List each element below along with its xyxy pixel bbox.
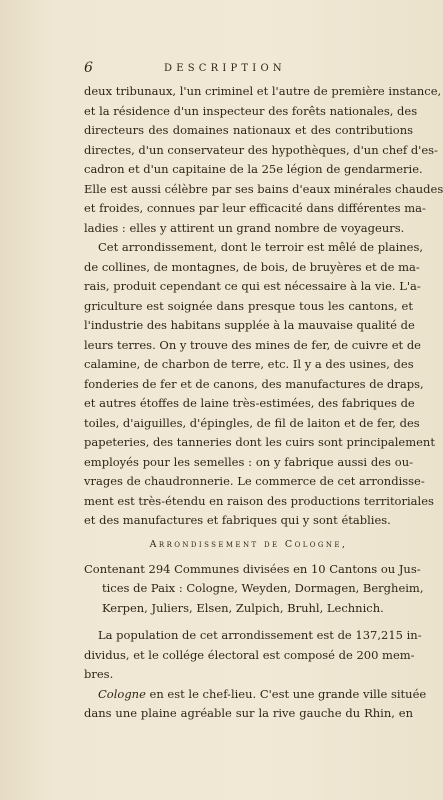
text-line: griculture est soignée dans presque tous les cantons, et <box>84 298 413 313</box>
population-line: bres. <box>84 667 114 681</box>
text-line: papeteries, des tanneries dont les cuirs sont principalement <box>84 435 435 449</box>
text-line: et froides, connues par leur efficacité dans différentes ma- <box>84 201 426 215</box>
text-line: directeurs des domaines nationaux et des contributions <box>84 123 413 137</box>
text-line: Cet arrondissement, dont le terroir est mêlé de plaines, <box>98 240 424 254</box>
text-line: cadron et d'un capitaine de la 25e légion de gendarmerie. <box>84 162 423 176</box>
text-line: ment est très-étendu en raison des productions territoriales <box>84 493 434 508</box>
page-number: 6 <box>84 60 93 76</box>
population-line: dividus, et le collége électoral est composé de 200 mem- <box>84 647 415 662</box>
cologne-text: en est le chef-lieu. C'est une grande ville située <box>145 686 427 701</box>
text-line: de collines, de montagnes, de bois, de bruyères et de ma- <box>84 259 420 274</box>
text-line: calamine, de charbon de terre, etc. Il y a des usines, des <box>84 357 414 371</box>
running-head <box>84 60 413 78</box>
text-line: et des manufactures et fabriques qui y sont établies. <box>84 513 391 527</box>
cologne-line <box>84 685 427 705</box>
cologne-line: dans une plaine agréable sur la rive gauche du Rhin, en <box>84 706 413 720</box>
text-line: toiles, d'aiguilles, d'épingles, de fil de laiton et de fer, des <box>84 415 420 430</box>
text-line: employés pour les semelles : on y fabrique aussi des ou- <box>84 454 413 469</box>
section-heading: Arrondissement de Cologne, <box>149 538 348 550</box>
text-line: leurs terres. On y trouve des mines de fer, de cuivre et de <box>84 337 421 352</box>
page-body <box>84 82 443 724</box>
text-line: Elle est aussi célèbre par ses bains d'eaux minérales chaudes <box>84 181 443 196</box>
text-line: deux tribunaux, l'un criminel et l'autre de première instance, <box>84 84 442 98</box>
population-line: La population de cet arrondissement est de 137,215 in- <box>98 628 422 642</box>
contents-line: Kerpen, Juliers, Elsen, Zulpich, Bruhl, Lechnich. <box>102 600 384 615</box>
text-line: directes, d'un conservateur des hypothèques, d'un chef d'es- <box>84 142 438 157</box>
contents-line: Contenant 294 Communes divisées en 10 Cantons ou Jus- <box>84 561 421 576</box>
cologne-word: Cologne <box>98 686 146 701</box>
text-line: fonderies de fer et de canons, des manufactures de draps, <box>84 376 424 391</box>
text-line: vrages de chaudronnerie. Le commerce de cet arrondisse- <box>84 474 425 488</box>
contents-line: tices de Paix : Cologne, Weyden, Dormagen, Bergheim, <box>102 581 424 595</box>
text-line: ladies : elles y attirent un grand nombre de voyageurs. <box>84 220 405 235</box>
text-line: et la résidence d'un inspecteur des forêts nationales, des <box>84 103 418 118</box>
running-title: DESCRIPTION <box>164 63 286 74</box>
text-line: rais, produit cependant ce qui est nécessaire à la vie. L'a- <box>84 279 421 293</box>
text-line: l'industrie des habitans supplée à la mauvaise qualité de <box>84 318 415 332</box>
text-line: et autres étoffes de laine très-estimées, des fabriques de <box>84 396 415 410</box>
